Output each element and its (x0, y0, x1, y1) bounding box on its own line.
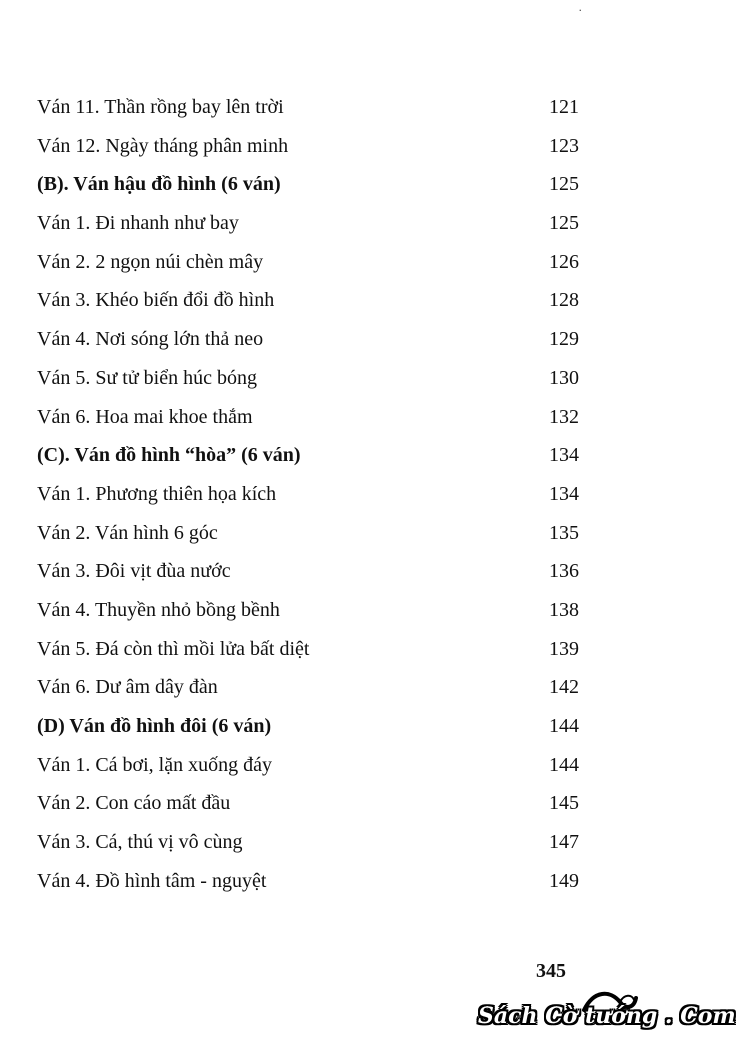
toc-section-heading (37, 436, 579, 475)
toc-entry (37, 127, 579, 166)
toc-entry (37, 630, 579, 669)
toc-entry-page: 142 (549, 676, 579, 699)
toc-entry (37, 475, 579, 514)
toc-entry (37, 823, 579, 862)
watermark-logo: Sách Cờ tướng . Com (478, 1003, 736, 1029)
toc-entry-title: Ván 5. Đá còn thì mồi lửa bất diệt (37, 637, 310, 660)
toc-entry (37, 88, 579, 127)
toc-entry-page: 149 (549, 869, 579, 892)
table-of-contents (37, 88, 579, 900)
corner-mark: · (578, 4, 582, 17)
toc-entry-page: 125 (549, 212, 579, 235)
toc-entry (37, 320, 579, 359)
toc-entry-title: Ván 3. Khéo biến đổi đồ hình (37, 289, 275, 312)
toc-entry-page: 126 (549, 250, 579, 273)
toc-entry-title: Ván 12. Ngày tháng phân minh (37, 134, 289, 157)
toc-entry (37, 862, 579, 901)
toc-entry (37, 668, 579, 707)
toc-entry-page: 145 (549, 792, 579, 815)
toc-entry-title: (D) Ván đồ hình đôi (6 ván) (37, 715, 272, 737)
toc-entry-title: (C). Ván đồ hình “hòa” (6 ván) (37, 444, 301, 467)
toc-entry-title: Ván 2. Ván hình 6 góc (37, 521, 218, 544)
toc-entry-title: Ván 1. Phương thiên họa kích (37, 482, 277, 505)
toc-entry-page: 128 (549, 289, 579, 312)
toc-entry-title: Ván 6. Hoa mai khoe thắm (37, 405, 253, 428)
toc-entry-page: 136 (549, 560, 579, 583)
toc-entry-page: 132 (549, 405, 579, 428)
toc-entry (37, 552, 579, 591)
toc-entry-title: Ván 3. Đôi vịt đùa nước (37, 560, 231, 583)
toc-entry-title: Ván 6. Dư âm dây đàn (37, 676, 218, 699)
toc-entry (37, 204, 579, 243)
toc-section-heading (37, 707, 579, 746)
toc-entry-page: 135 (549, 521, 579, 544)
toc-entry-title: Ván 4. Đồ hình tâm - nguyệt (37, 869, 267, 892)
toc-entry-title: Ván 5. Sư tử biển húc bóng (37, 366, 257, 389)
toc-entry (37, 784, 579, 823)
toc-entry-title: Ván 1. Cá bơi, lặn xuống đáy (37, 753, 272, 776)
toc-entry-title: Ván 11. Thần rồng bay lên trời (37, 96, 284, 118)
toc-entry (37, 281, 579, 320)
toc-entry-page: 125 (549, 173, 579, 196)
toc-entry-title: Ván 2. Con cáo mất đầu (37, 792, 231, 815)
toc-entry (37, 591, 579, 630)
toc-entry (37, 746, 579, 785)
toc-entry-page: 123 (549, 134, 579, 157)
toc-entry (37, 514, 579, 553)
toc-entry-page: 134 (549, 444, 579, 467)
toc-entry-page: 144 (549, 715, 579, 737)
toc-entry-title: Ván 2. 2 ngọn núi chèn mây (37, 250, 264, 273)
toc-entry-title: Ván 3. Cá, thú vị vô cùng (37, 831, 243, 854)
toc-entry-title: Ván 4. Nơi sóng lớn thả neo (37, 328, 264, 351)
page-number: 345 (536, 960, 566, 982)
toc-entry-title: (B). Ván hậu đồ hình (6 ván) (37, 173, 281, 196)
toc-entry-page: 129 (549, 328, 579, 351)
toc-entry-page: 139 (549, 637, 579, 660)
toc-entry-title: Ván 4. Thuyền nhỏ bồng bềnh (37, 598, 280, 621)
toc-entry (37, 398, 579, 437)
toc-entry-page: 130 (549, 366, 579, 389)
toc-entry-page: 147 (549, 831, 579, 854)
toc-entry-page: 134 (549, 482, 579, 505)
toc-section-heading (37, 165, 579, 204)
toc-entry-page: 138 (549, 598, 579, 621)
toc-entry-page: 121 (549, 96, 579, 118)
toc-entry (37, 243, 579, 282)
toc-entry (37, 359, 579, 398)
toc-entry-page: 144 (549, 753, 579, 776)
toc-entry-title: Ván 1. Đi nhanh như bay (37, 212, 239, 235)
